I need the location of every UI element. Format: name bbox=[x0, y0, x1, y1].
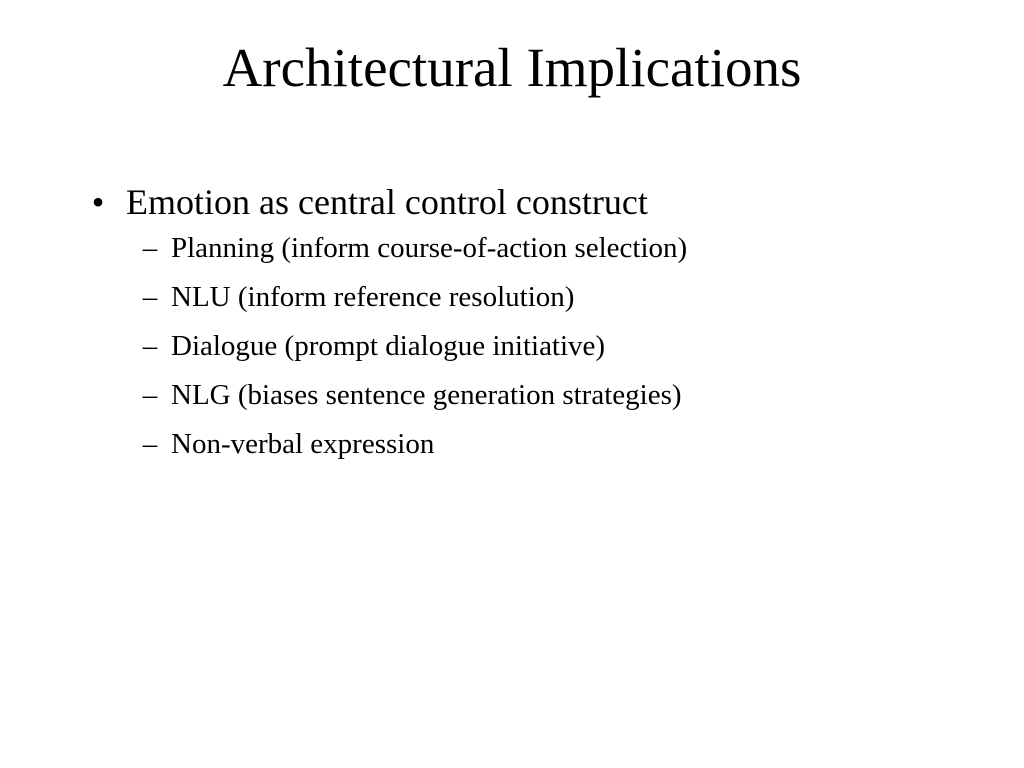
sub-bullet-item bbox=[126, 230, 984, 266]
bullet-list bbox=[86, 180, 984, 475]
sub-bullet-marker: – bbox=[142, 428, 158, 460]
sub-bullet-item bbox=[126, 328, 984, 364]
bullet-text: Emotion as central control construct bbox=[126, 182, 648, 222]
sub-bullet-marker: – bbox=[142, 379, 158, 411]
sub-bullet-marker: – bbox=[142, 281, 158, 313]
sub-bullet-item bbox=[126, 279, 984, 315]
slide-title: Architectural Implications bbox=[222, 37, 802, 98]
sub-bullet-text: Non-verbal expression bbox=[171, 428, 435, 460]
sub-bullet-text: NLG (biases sentence generation strategies) bbox=[171, 379, 682, 411]
sub-bullet-text: Planning (inform course-of-action selection) bbox=[171, 232, 688, 264]
sub-bullet-marker: – bbox=[142, 330, 158, 362]
sub-bullet-list bbox=[126, 230, 984, 462]
bullet-item bbox=[86, 180, 984, 462]
sub-bullet-text: NLU (inform reference resolution) bbox=[171, 281, 575, 313]
sub-bullet-item bbox=[126, 377, 984, 413]
sub-bullet-text: Dialogue (prompt dialogue initiative) bbox=[171, 330, 606, 362]
sub-bullet-marker: – bbox=[142, 232, 158, 264]
bullet-marker: • bbox=[91, 182, 105, 222]
sub-bullet-item bbox=[126, 426, 984, 462]
